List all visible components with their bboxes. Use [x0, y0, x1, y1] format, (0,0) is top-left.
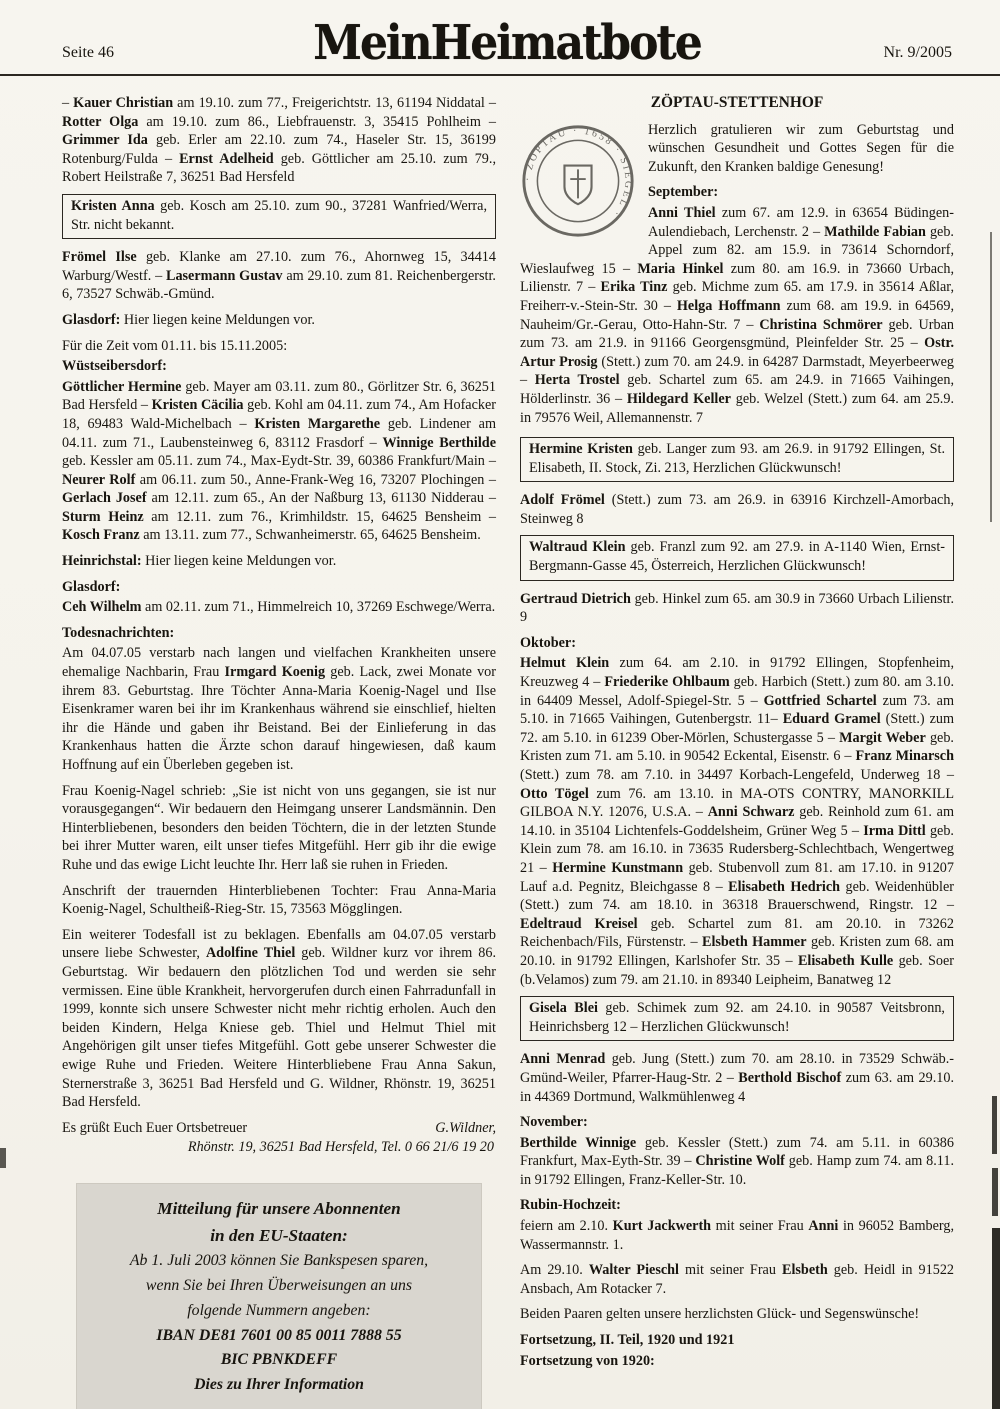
- signature-greeting: Es grüßt Euch Euer Ortsbetreuer: [62, 1119, 248, 1136]
- seal-text-wrap: [520, 121, 954, 435]
- content-columns: [0, 76, 1000, 1409]
- seal-ring-text: · ZÖPTAU · 1658 · SIEGEL ·: [522, 125, 634, 220]
- period-note: Für die Zeit vom 01.11. bis 15.11.2005:: [62, 337, 288, 354]
- obituary-paragraph: Frau Koenig-Nagel schrieb: „Sie ist nicht von uns gegangen, sie ist nur vorausgegangen“. Wir bedauern den Heimgang unserer Landsmännin. Den Hinterbliebenen, besonders den beiden Töchtern, die in der letzten Stunde bei ihrer Mutter waren, eilt unser tiefes Mitgefühl. Herr gib ihr die ewige Ruhe und das ewige Licht leuchte Ihr. Herr laß sie ruhen in Frieden.: [62, 782, 496, 873]
- zoeptau-seal-icon: [520, 123, 636, 239]
- notice-text: Waltraud Klein geb. Franzl zum 92. am 27.9. in A-1140 Wien, Ernst-Bergmann-Gasse 45, Österreich, Herzlichen Glückwunsch!: [529, 539, 945, 575]
- notice-line: folgende Nummern angeben:: [187, 1301, 371, 1319]
- birthday-entry-paragraph: Adolf Frömel (Stett.) zum 73. am 26.9. in 63916 Kirchzell-Amorbach, Steinweg 8: [520, 492, 954, 527]
- iban-line: IBAN DE81 7601 00 85 0011 7888 55: [156, 1326, 402, 1344]
- scan-artifact: [0, 1148, 6, 1168]
- page-header: [0, 0, 1000, 76]
- anniversary-wishes-paragraph: Beiden Paaren gelten unsere herzlichsten Glück- und Segenswünsche!: [520, 1306, 920, 1323]
- obituary-address-paragraph: Anschrift der trauernden Hinterbliebenen Tochter: Frau Anna-Maria Koenig-Nagel, Schultheiß-Rieg-Str. 15, 73563 Mögglingen.: [62, 882, 496, 918]
- section-heading-wuestseibersdorf: Wüstseibersdorf:: [62, 358, 167, 375]
- birthday-entries-paragraph: Helmut Klein zum 64. am 2.10. in 91792 Ellingen, Stopfenheim, Kreuzweg 4 – Friederike Ohlbaum geb. Harbich (Stett.) zum 80. am 3.10. in 64409 Messel, Adolf-Spiegel-Str. 5 – Gottfried Schartel zum 73. am 5.10. in 71665 Vaihingen, Gutenbergstr. 11– Eduard Gramel (Stett.) zum 72. am 5.10. in 61239 Ober-Mörlen, Schustergasse 5 – Margit Weber geb. Kristen zum 71. am 5.10. in 90542 Eckental, Eisenstr. 6 – Franz Minarsch (Stett.) zum 78. am 7.10. in 34497 Korbach-Lengefeld, Underweg 18 – Otto Tögel zum 76. am 13.10. in MA-OTS CONTRY, MANORKILL GILBOA N.Y. 12076, U.S.A. – Anni Schwarz geb. Reinhold zum 61. am 14.10. in 35104 Lichtenfels-Goddelsheim, Grüner Weg 5 – Irma Dittl geb. Klein zum 78. am 16.10. in 73635 Rudersberg-Schlechtbach, Wengertweg 21 – Hermine Kunstmann geb. Stubenvoll zum 81. am 17.10. in 91207 Lauf a.d. Pegnitz, Bleichgasse 8 – Elisabeth Hedrich geb. Weidenhübler (Stett.) zum 74. am 18.10. in 36318 Brauerschwend, Ringstr. 12 – Edeltraud Kreisel geb. Schartel zum 81. am 20.10. in 73262 Reichenbach/Fils, Fürstenstr. – Elsbeth Hammer geb. Kristen zum 68. am 20.10. in 91792 Ellingen, Karlshofer Str. 35 – Elisabeth Kulle geb. Soer (b.Velamos) zum 79. am 21.10. in 89340 Leipheim, Banatweg 12: [520, 655, 955, 988]
- masthead-logo: MeinHeimatbote: [313, 15, 701, 71]
- notice-text: Kristen Anna geb. Kosch am 25.10. zum 90., 37281 Wanfried/Werra, Str. nicht bekannt.: [71, 197, 488, 233]
- heinrichstal-note: Heinrichstal: Hier liegen keine Meldungen vor.: [62, 553, 337, 570]
- scan-artifact: [992, 1228, 1000, 1409]
- page-number-label: Seite 46: [62, 44, 114, 61]
- notice-title-line: Mitteilung für unsere Abonnenten: [157, 1198, 401, 1218]
- birthday-entries-paragraph: Göttlicher Hermine geb. Mayer am 03.11. zum 80., Görlitzer Str. 6, 36251 Bad Hersfeld – Kristen Cäcilia geb. Kohl am 04.11. zum 74., Am Hofacker 18, 69483 Wald-Michelbach – Kristen Margarethe geb. Lindener am 04.11. zum 71., Laubensteinweg 6, 83112 Frasdorf – Winnige Berthilde geb. Kessler am 05.11. zum 74., Max-Eydt-Str. 39, 60386 Frankfurt/Main – Neurer Rolf am 06.11. zum 50., Anne-Frank-Weg 16, 73207 Plochingen – Gerlach Josef am 12.11. zum 65., An der Naßburg 13, 61130 Nidderau – Sturm Heinz am 12.11. zum 76., Krimhildstr. 15, 64625 Bensheim – Kosch Franz am 13.11. zum 77., Schwanheimerstr. 65, 64625 Bensheim.: [62, 378, 497, 544]
- notice-footer-line: Dies zu Ihrer Information: [194, 1375, 364, 1393]
- notice-line: Ab 1. Juli 2003 können Sie Bankspesen sparen,: [129, 1252, 429, 1270]
- scan-artifact: [992, 1096, 997, 1154]
- issue-number-label: Nr. 9/2005: [883, 44, 952, 61]
- birthday-entries-paragraph: Berthilde Winnige geb. Kessler (Stett.) zum 74. am 5.11. in 60386 Frankfurt, Max-Eyth-Str. 39 – Christine Wolf geb. Hamp zum 74. am 8.11. in 91792 Ellingen, Franz-Keller-Str. 10.: [520, 1134, 955, 1188]
- notice-text: Hermine Kristen geb. Langer zum 93. am 26.9. in 91792 Ellingen, St. Elisabeth, II. Stock, Zi. 213, Herzlichen Glückwunsch!: [529, 441, 945, 476]
- signature-address: Rhönstr. 19, 36251 Bad Hersfeld, Tel. 0 66 21/6 19 20: [187, 1139, 494, 1156]
- scan-artifact: [992, 1168, 998, 1216]
- continuation-note: Fortsetzung, II. Teil, 1920 und 1921: [520, 1332, 735, 1349]
- left-column: [62, 94, 496, 1409]
- notice-text: Gisela Blei geb. Schimek zum 92. am 24.10. in 90587 Veitsbronn, Heinrichsberg 12 – Herzlichen Glückwunsch!: [529, 1000, 945, 1035]
- right-column: [520, 94, 954, 1409]
- congratulations-intro: Herzlich gratulieren wir zum Geburtstag und wünschen Gesundheit und Gottes Segen für die Zukunft, den Kranken baldige Genesung!: [648, 121, 954, 175]
- anniversary-paragraph: Am 29.10. Walter Pieschl mit seiner Frau Elsbeth geb. Heidl in 91522 Ansbach, Am Rotacker 7.: [520, 1262, 955, 1297]
- subscriber-notice-box: [76, 1183, 482, 1409]
- notice-title-line: in den EU-Staaten:: [210, 1225, 348, 1245]
- notice-box-gisela-blei: [520, 996, 954, 1041]
- obituary-paragraph: Am 04.07.05 verstarb nach langen und vielfachen Krankheiten unsere ehemalige Nachbarin, Frau Irmgard Koenig geb. Lack, zwei Monate vor ihrem 83. Geburtstag. Ihre Töchter Anna-Maria Koenig-Nagel und Ilse Eisenkramer waren bei ihr im Krankenhaus während sie einschlief, hielten ihr die Hände und gaben ihr Beistand. Bei der Einlieferung in das Krankenhaus hatten die Ärzte schon darauf hingewiesen, daß kaum Hoffnung auf ein Überleben gegeben ist.: [62, 645, 496, 773]
- section-heading-todesnachrichten: Todesnachrichten:: [62, 624, 175, 641]
- birthday-entries-paragraph: – Kauer Christian am 19.10. zum 77., Freigerichtstr. 13, 61194 Niddatal – Rotter Olga am 19.10. zum 86., Liebfrauenstr. 3, 35415 Pohlheim – Grimmer Ida geb. Erler am 22.10. zum 74., Haseler Str. 15, 36199 Rotenburg/Fulda – Ernst Adelheid geb. Göttlicher am 25.10. zum 79., Robert Heilstraße 7, 36251 Bad Hersfeld: [62, 95, 497, 186]
- signature-line: [62, 1119, 496, 1138]
- notice-box-hermine-kristen: [520, 437, 954, 482]
- section-heading-rubin-hochzeit: Rubin-Hochzeit:: [520, 1197, 621, 1214]
- signature-name: G.Wildner,: [435, 1119, 496, 1136]
- notice-line: wenn Sie bei Ihren Überweisungen an uns: [145, 1277, 413, 1295]
- birthday-entries-paragraph: Ceh Wilhelm am 02.11. zum 71., Himmelreich 10, 37269 Eschwege/Werra.: [62, 599, 496, 616]
- notice-box-kristen-anna: [62, 194, 496, 239]
- birthday-entries-paragraph: Frömel Ilse geb. Klanke am 27.10. zum 76., Ahornweg 15, 34414 Warburg/Westf. – Lasermann Gustav am 29.10. zum 81. Reichenbergerstr. 6, 73527 Schwäb.-Gmünd.: [62, 249, 496, 303]
- section-title-zoeptau-stettenhof: ZÖPTAU-STETTENHOF: [650, 94, 824, 111]
- month-heading-september: September:: [648, 184, 719, 201]
- anniversary-paragraph: feiern am 2.10. Kurt Jackwerth mit seiner Frau Anni in 96052 Bamberg, Wassermannstr. 1.: [520, 1218, 954, 1253]
- birthday-entries-paragraph: Anni Menrad geb. Jung (Stett.) zum 70. am 28.10. in 73529 Schwäb.-Gmünd-Weiler, Pfarrer-Haug-Str. 2 – Berthold Bischof zum 63. am 29.10. in 44369 Dortmund, Walkmühlenweg 4: [520, 1051, 955, 1105]
- notice-box-waltraud-klein: [520, 535, 954, 580]
- birthday-entries-paragraph: Anni Thiel zum 67. am 12.9. in 63654 Büdingen-Aulendiebach, Lerchenstr. 2 – Mathilde Fabian geb. Appel zum 82. am 15.9. in 73614 Schorndorf, Wieslaufweg 15 – Maria Hinkel zum 80. am 16.9. in 73660 Urbach, Lilienstr. 7 – Erika Tinz geb. Michme zum 65. am 17.9. in 35614 Aßlar, Freiherr-v.-Stein-Str. 30 – Helga Hoffmann zum 68. am 19.9. in 64569, Nauheim/Gr.-Gerau, Otto-Hahn-Str. 7 – Christina Schmörer geb. Urban zum 73. am 21.9. in 91166 Georgensgmünd, Pleinfelder Str. 25 – Ostr. Artur Prosig (Stett.) zum 70. am 24.9. in 64287 Darmstadt, Meyerbeerweg – Herta Trostel geb. Schartel zum 65. am 24.9. in 71665 Vaihingen, Hölderlinstr. 36 – Hildegard Keller geb. Welzel (Stett.) zum 64. am 25.9. in 79576 Weil, Allemannenstr. 7: [520, 204, 955, 426]
- glasdorf-note: Glasdorf: Hier liegen keine Meldungen vor.: [62, 311, 315, 328]
- obituary-paragraph: Ein weiterer Todesfall ist zu beklagen. Ebenfalls am 04.07.05 verstarb unsere liebe Schwester, Adolfine Thiel geb. Wildner kurz vor ihrem 86. Geburtstag. Wir bedauern den plötzlichen Tod und werden sie sehr vermissen. Eine üble Krankheit, hervorgerufen durch einen Fahrradunfall in 1999, konnte sich unsere Schwester nicht mehr richtig erholen. Auch den beiden Kindern, Helga Kniese geb. Thiel und Helmut Thiel mit Angehörigen gilt unser tiefes Mitgefühl. Gott gebe unserer Schwester die ewige Ruhe und Frieden. Weitere Hinterbliebene Frau Anna Sakun, Sternerstraße 3, 36251 Bad Hersfeld und G. Wildner, Rhönstr. 19, 36251 Bad Hersfeld.: [62, 926, 496, 1111]
- continuation-note: Fortsetzung von 1920:: [520, 1352, 655, 1369]
- section-heading-glasdorf: Glasdorf:: [62, 578, 121, 595]
- month-heading-oktober: Oktober:: [520, 634, 576, 651]
- month-heading-november: November:: [520, 1114, 588, 1131]
- bic-line: BIC PBNKDEFF: [220, 1351, 338, 1369]
- scan-artifact: [990, 232, 992, 522]
- birthday-entry-paragraph: Gertraud Dietrich geb. Hinkel zum 65. am 30.9 in 73660 Urbach Lilienstr. 9: [520, 590, 954, 626]
